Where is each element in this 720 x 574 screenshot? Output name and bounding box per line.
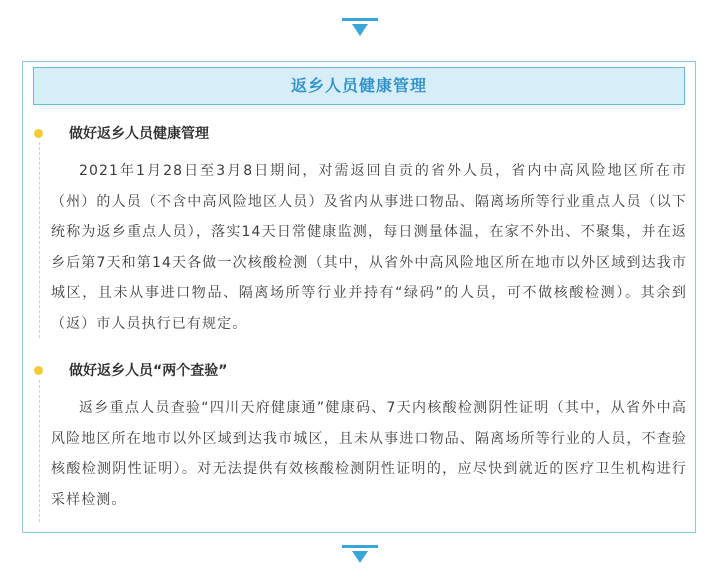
banner-shadow [39, 105, 683, 109]
banner-title: 返乡人员健康管理 [290, 76, 427, 95]
section-guide-line [39, 380, 40, 522]
section-heading-two-checks: 做好返乡人员“两个查验” [69, 363, 228, 379]
bottom-divider [342, 545, 378, 567]
title-banner [33, 67, 685, 105]
down-triangle-icon [352, 24, 368, 36]
section-body-health-management: 2021年1月28日至3月8日期间，对需返回自贡的省外人员，省内中高风险地区所在市（州）的人员（不含中高风险地区人员）及省内从事进口物品、隔离场所等行业重点人员（以下统称为返乡重点人员），落实14天日常健康监测，每日测量体温，在家不外出、不聚集，并在返乡后第7天和第14天各做一次核酸检测（其中，从省外中高风险地区所在地市以外区域到达我市城区，且未从事进口物品、隔离场所等行业并持有“绿码”的人员，可不做核酸检测）。其余到（返）市人员执行已有规定。 [51, 163, 687, 332]
section-heading-health-management: 做好返乡人员健康管理 [69, 126, 209, 142]
top-divider [342, 18, 378, 40]
section-guide-line [39, 142, 40, 338]
bullet-dot-icon [34, 129, 43, 138]
section-body-two-checks: 返乡重点人员查验“四川天府健康通”健康码、7天内核酸检测阴性证明（其中，从省外中高风险地区所在地市以外区域到达我市城区，且未从事进口物品、隔离场所等行业的人员，不查验核酸检测阴性证明）。对无法提供有效核酸检测阴性证明的，应尽快到就近的医疗卫生机构进行采样检测。 [51, 400, 687, 508]
bottom-divider-bar [342, 545, 378, 548]
top-divider-bar [342, 18, 378, 21]
content-card [22, 61, 696, 533]
bullet-dot-icon [34, 366, 43, 375]
down-triangle-icon [352, 551, 368, 563]
